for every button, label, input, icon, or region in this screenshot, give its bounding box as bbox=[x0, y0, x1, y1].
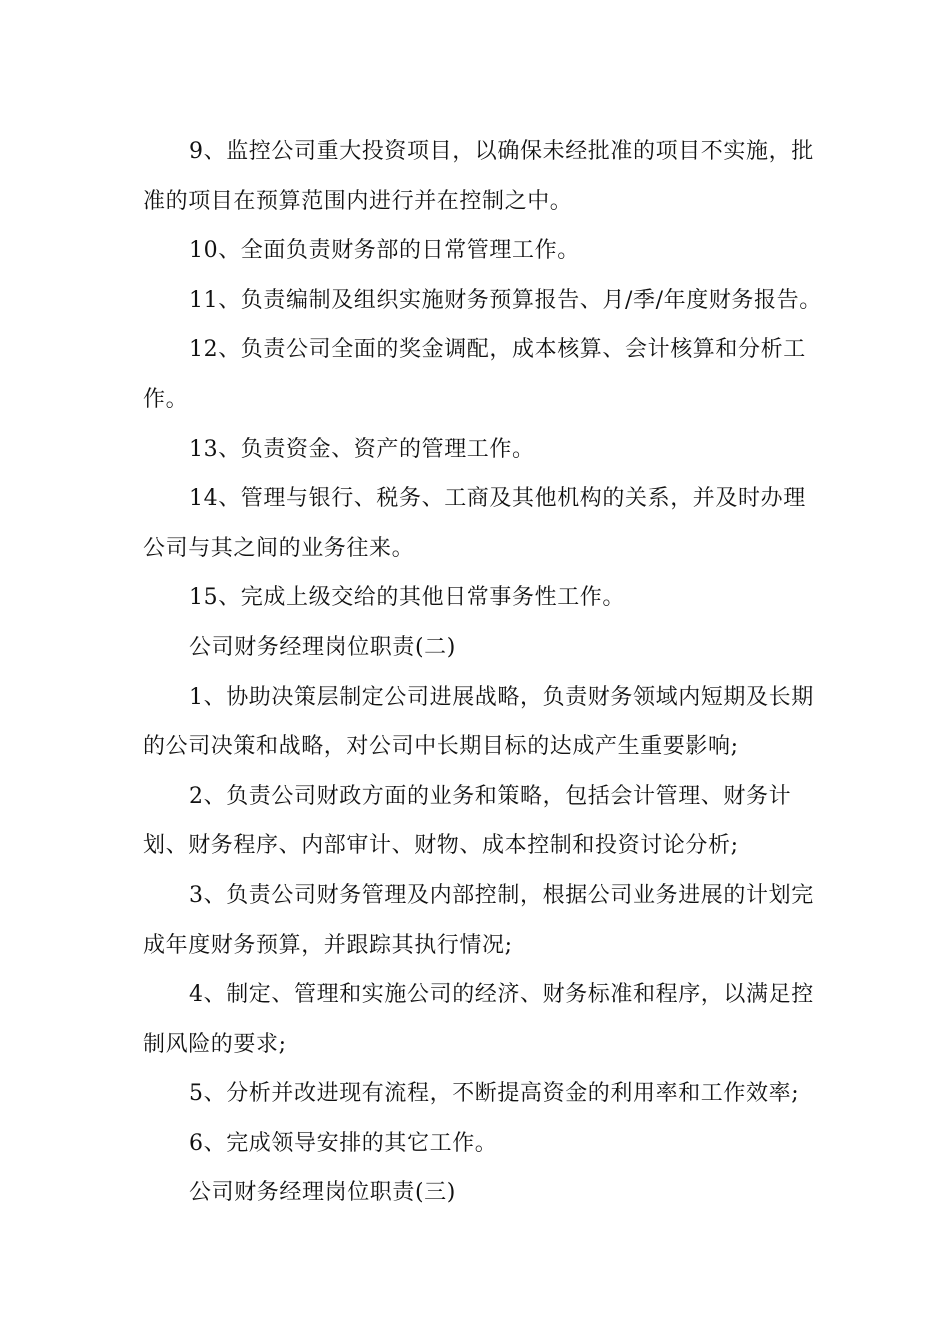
paragraph-item-14: 14、管理与银行、税务、工商及其他机构的关系，并及时办理公司与其之间的业务往来。 bbox=[143, 486, 806, 561]
paragraph-item-12: 12、负责公司全面的奖金调配，成本核算、会计核算和分析工作。 bbox=[143, 337, 806, 412]
paragraph-item-2: 2、负责公司财政方面的业务和策略，包括会计管理、财务计划、财务程序、内部审计、财物、成本控制和投资讨论分析; bbox=[143, 783, 792, 859]
paragraph-item-11: 11、负责编制及组织实施财务预算报告、月/季/年度财务报告。 bbox=[189, 287, 822, 313]
paragraph-item-1: 1、协助决策层制定公司进展战略，负责财务领域内短期及长期的公司决策和战略，对公司中长期目标的达成产生重要影响; bbox=[143, 684, 814, 760]
paragraph-item-10: 10、全面负责财务部的日常管理工作。 bbox=[189, 238, 580, 264]
paragraph-item-6: 6、完成领导安排的其它工作。 bbox=[189, 1130, 498, 1156]
paragraph-item-3: 3、负责公司财务管理及内部控制，根据公司业务进展的计划完成年度财务预算，并跟踪其执行情况; bbox=[143, 882, 814, 958]
document-body bbox=[143, 127, 823, 1218]
section-heading-3: 公司财务经理岗位职责(三) bbox=[189, 1180, 456, 1206]
paragraph-item-9: 9、监控公司重大投资项目，以确保未经批准的项目不实施，批准的项目在预算范围内进行并在控制之中。 bbox=[143, 139, 814, 214]
paragraph-item-5: 5、分析并改进现有流程，不断提高资金的利用率和工作效率; bbox=[189, 1081, 800, 1107]
paragraph-item-13: 13、负责资金、资产的管理工作。 bbox=[189, 436, 535, 462]
paragraph-item-15: 15、完成上级交给的其他日常事务性工作。 bbox=[189, 585, 625, 611]
paragraph-item-4: 4、制定、管理和实施公司的经济、财务标准和程序，以满足控制风险的要求; bbox=[143, 982, 814, 1057]
section-heading-2: 公司财务经理岗位职责(二) bbox=[189, 634, 456, 660]
